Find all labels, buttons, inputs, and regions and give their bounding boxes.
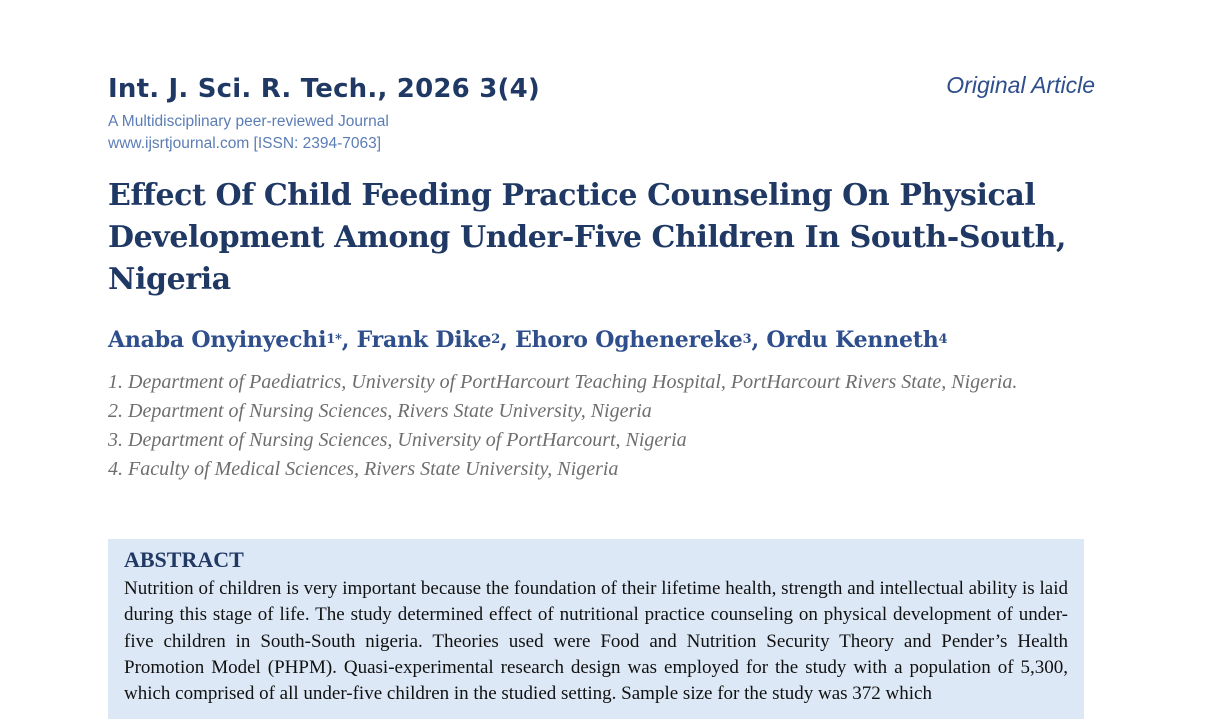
journal-website[interactable]: www.ijsrtjournal.com [ISSN: 2394-7063]: [108, 135, 382, 152]
affiliation-item: 3. Department of Nursing Sciences, University of PortHarcourt, Nigeria: [108, 429, 687, 451]
author-affiliation-mark: 1*: [326, 332, 342, 347]
affiliation-item: 1. Department of Paediatrics, University of PortHarcourt Teaching Hospital, PortHarcourt Rivers State, Nigeria.: [108, 371, 1018, 393]
author-name: Frank Dike: [356, 327, 492, 353]
abstract-heading: ABSTRACT: [124, 547, 244, 572]
author-separator: ,: [500, 327, 516, 353]
author-separator: ,: [751, 327, 767, 353]
author-name: Ordu Kenneth: [766, 327, 939, 353]
paper-title: Effect Of Child Feeding Practice Counseling On Physical Development Among Under-Five Children In South-South, Nigeria: [108, 178, 1067, 297]
affiliation-list: [108, 368, 1068, 484]
article-type-label: Original Article: [946, 72, 1095, 98]
author-list: [108, 327, 947, 353]
author-affiliation-mark: 3: [742, 332, 752, 347]
author-name: Anaba Onyinyechi: [108, 327, 327, 353]
author-affiliation-mark: 2: [491, 332, 501, 347]
abstract-box: [108, 539, 1084, 719]
affiliation-item: 4. Faculty of Medical Sciences, Rivers State University, Nigeria: [108, 458, 619, 480]
author-affiliation-mark: 4: [938, 332, 948, 347]
author-name: Ehoro Oghenereke: [515, 327, 743, 353]
author-separator: ,: [341, 327, 357, 353]
journal-subtitle: A Multidisciplinary peer-reviewed Journal: [108, 113, 389, 130]
abstract-text: Nutrition of children is very important because the foundation of their lifetime health, strength and intellectual ability is laid during this stage of life. The study determined effect of nutritional practice counseling on physical development of under-five children in South-South nigeria. Theories used were Food and Nutrition Security Theory and Pender’s Health Promotion Model (PHPM). Quasi-experimental research design was employed for the study with a population of 5,300, which comprised of all under-five children in the studied setting. Sample size for the study was 372 which: [124, 578, 1068, 705]
affiliation-item: 2. Department of Nursing Sciences, Rivers State University, Nigeria: [108, 400, 652, 422]
journal-title: Int. J. Sci. R. Tech., 2026 3(4): [108, 74, 540, 104]
